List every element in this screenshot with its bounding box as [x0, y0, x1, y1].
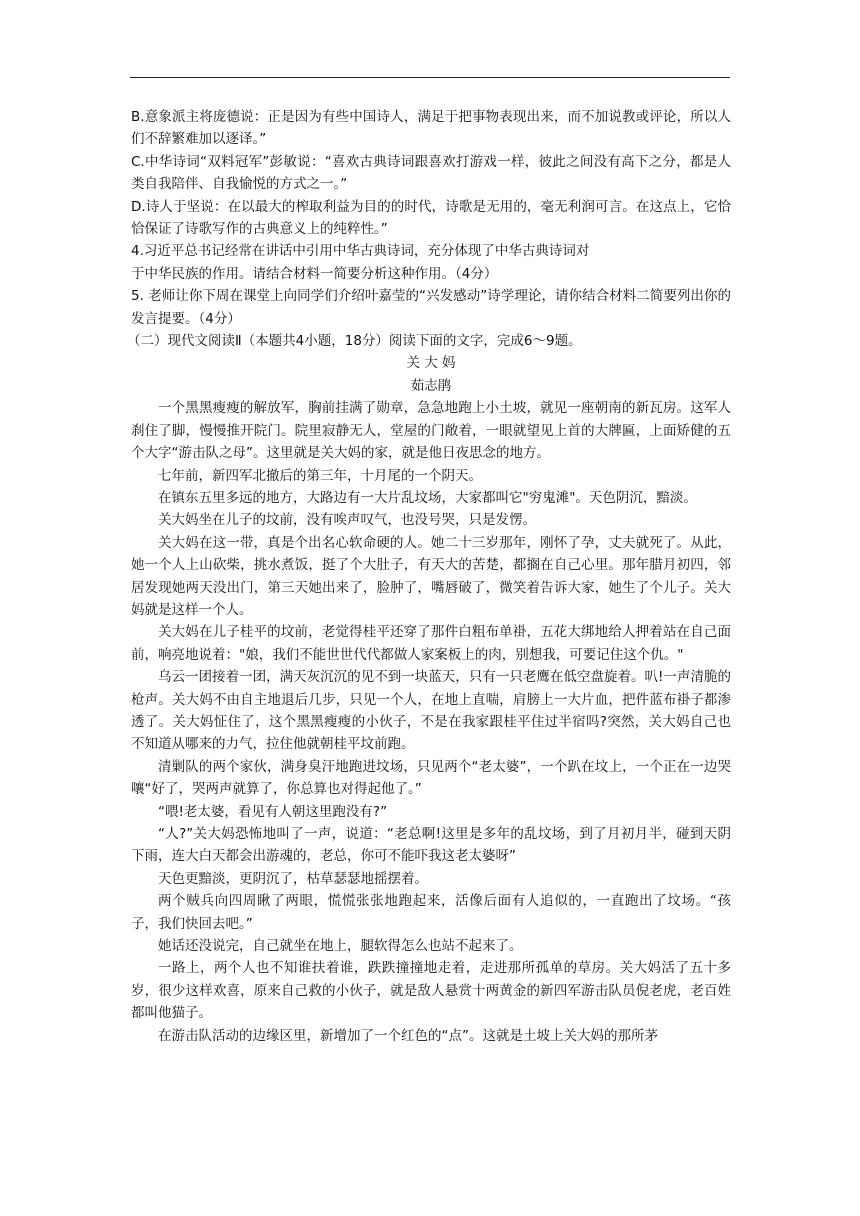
article-paragraph: “喂!老太婆，看见有人朝这里跑没有?” — [158, 803, 388, 820]
article-paragraph: 两个贼兵向四周瞅了两眼，慌慌张张地跑起来，活像后面有人追似的，一直跑出了坟场。“孩子，我们快回去吧。” — [131, 893, 731, 932]
article-paragraph: 在游击队活动的边缘区里，新增加了一个红色的“点”。这就是土坡上关大妈的那所茅 — [158, 1027, 658, 1044]
option-d: D.诗人于坚说：在以最大的榨取利益为目的的时代，诗歌是无用的，毫无利润可言。在这点上，它恰恰保证了诗歌写作的古典意义上的纯粹性。” — [131, 198, 731, 238]
article-paragraph: “人?”关大妈恐怖地叫了一声，说道：“老总啊!这里是多年的乱坟场，到了月初月半，碰到天阴下雨，连大白天都会出游魂的，老总，你可不能吓我这老太婆呀” — [131, 826, 731, 865]
document-body — [127, 106, 731, 1047]
article-paragraph: 一个黑黑瘦瘦的解放军，胸前挂满了勋章，急急地跑上小土坡，就见一座朝南的新瓦房。这军人刹住了脚，慢慢推开院门。院里寂静无人，堂屋的门敞着，一眼就望见上首的大牌匾，上面矫健的五个大字“游击队之母”。这里就是关大妈的家，就是他日夜思念的地方。 — [131, 400, 731, 462]
question-5: 5. 老师让你下周在课堂上向同学们介绍叶嘉莹的“兴发感动”诗学理论，请你结合材料二简要列出你的发言提要。（4分） — [131, 288, 731, 327]
header-rule — [130, 77, 730, 78]
article-paragraph: 她话还没说完，自己就坐在地上，腿软得怎么也站不起来了。 — [158, 938, 523, 955]
article-paragraph: 天色更黯淡，更阴沉了，枯草瑟瑟地摇摆着。 — [158, 870, 428, 887]
article-paragraph: 关大妈在儿子桂平的坟前，老觉得桂平还穿了那件白粗布单褂，五花大绑地给人押着站在自己面前，响亮地说着："娘，我们不能世世代代都做人家案板上的肉，别想我，可要记住这个仇。" — [131, 624, 731, 663]
article-title: 关 大 妈 — [406, 355, 456, 372]
option-b: B.意象派主将庞德说：正是因为有些中国诗人，满足于把事物表现出来，而不加说教或评论，所以人们不辞繁难加以逐译。” — [131, 109, 731, 148]
article-paragraph: 关大妈在这一带，真是个出名心软命硬的人。她二十三岁那年，刚怀了孕，丈夫就死了。从此，她一个人上山砍柴，挑水煮饭，挺了个大肚子，有天大的苦楚，都搁在自己心里。那年腊月初四，邻居发现她两天没出门，第三天她出来了，脸肿了，嘴唇破了，微笑着告诉大家，她生了个儿子。关大妈就是这样一个人。 — [131, 534, 731, 618]
question-4-line-2: 于中华民族的作用。请结合材料一简要分析这种作用。（4分） — [131, 265, 498, 282]
article-paragraph: 在镇东五里多远的地方，大路边有一大片乱坟场，大家都叫它"穷鬼滩"。天色阴沉，黯淡。 — [158, 489, 697, 506]
article-paragraph: 关大妈坐在儿子的坟前，没有唉声叹气，也没号哭，只是发愣。 — [158, 512, 536, 529]
article-author: 茹志鹃 — [410, 377, 452, 394]
option-c: C.中华诗词“双料冠军”彭敏说：“喜欢古典诗词跟喜欢打游戏一样，彼此之间没有高下之分，都是人类自我陪伴、自我愉悦的方式之一。” — [131, 153, 731, 193]
section-heading: （二）现代文阅读Ⅱ（本题共4小题，18分）阅读下面的文字，完成6～9题。 — [127, 333, 582, 350]
question-4-line-1: 4.习近平总书记经常在讲话中引用中华古典诗词，充分体现了中华古典诗词对 — [131, 243, 590, 260]
article-paragraph: 一路上，两个人也不知谁扶着谁，跌跌撞撞地走着，走进那所孤单的草房。关大妈活了五十多岁，很少这样欢喜，原来自己救的小伙子，就是敌人悬赏十两黄金的新四军游击队员倪老虎，老百姓都叫他猫子。 — [131, 960, 731, 1022]
article-paragraph: 乌云一团接着一团，满天灰沉沉的见不到一块蓝天，只有一只老鹰在低空盘旋着。叭!一声清脆的枪声。关大妈不由自主地退后几步，只见一个人，在地上直喘，肩膀上一大片血，把件蓝布褂子都渗透了。关大妈怔住了，这个黑黑瘦瘦的小伙子，不是在我家跟桂平住过半宿吗?突然，关大妈自己也不知道从哪来的力气，拉住他就朝桂平坟前跑。 — [131, 669, 731, 753]
article-paragraph: 七年前，新四军北撤后的第三年，十月尾的一个阴天。 — [158, 467, 482, 484]
article-paragraph: 清剿队的两个家伙，满身臭汗地跑进坟场，只见两个“老太婆”，一个趴在坟上，一个正在一边哭嚷“好了，哭两声就算了，你总算也对得起他了。” — [131, 758, 731, 798]
